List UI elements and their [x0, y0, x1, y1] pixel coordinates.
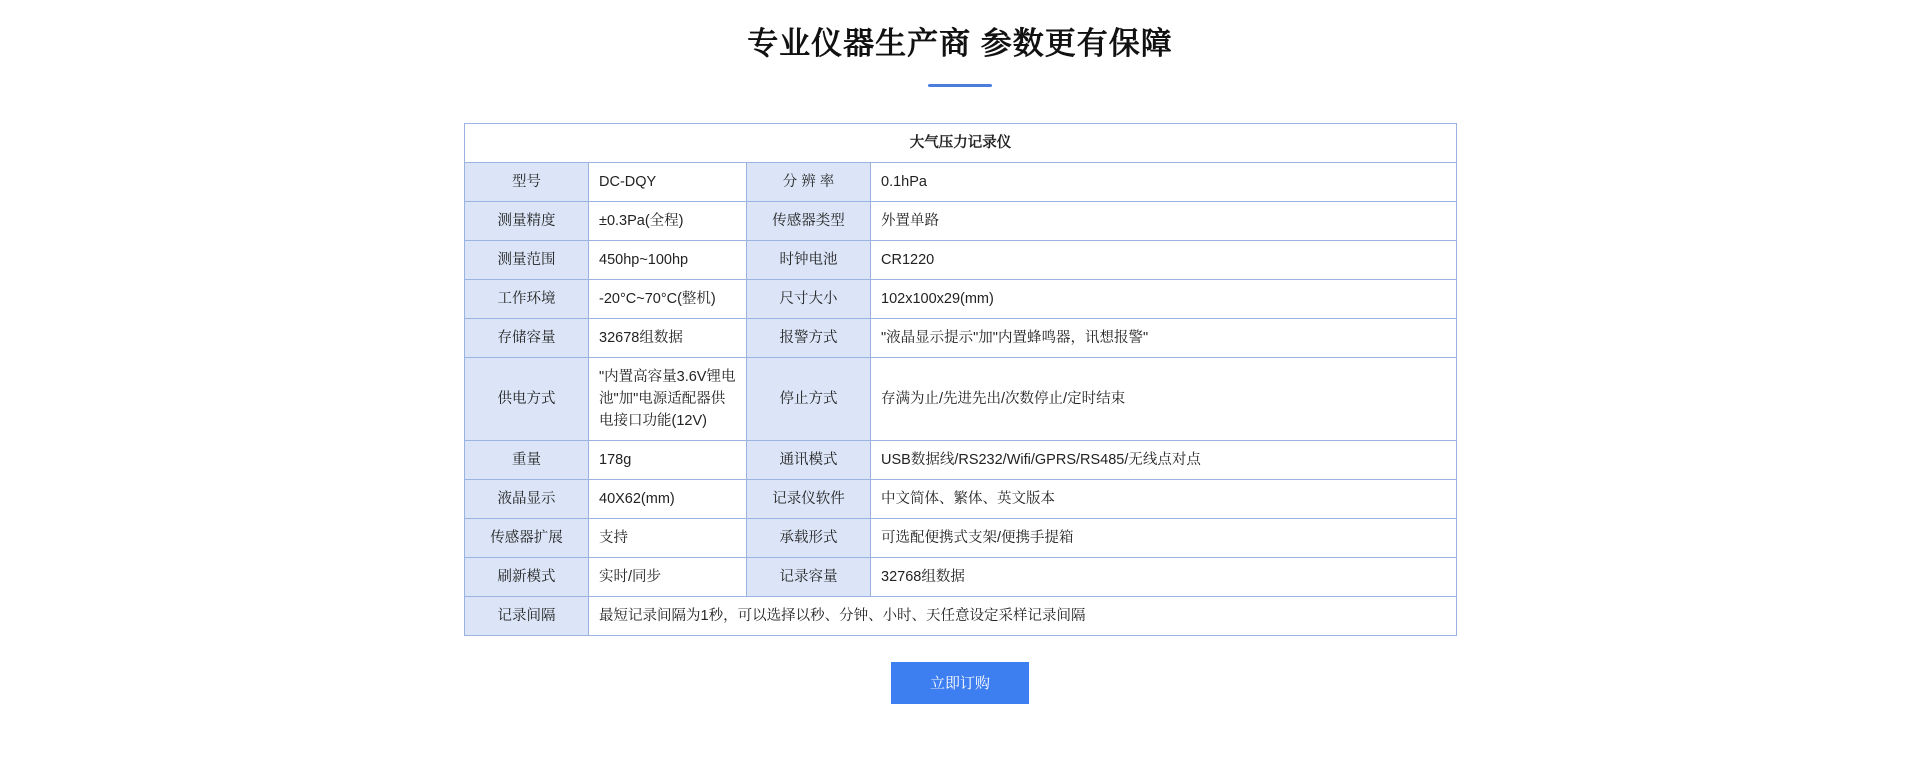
- specification-table: [464, 123, 1457, 636]
- row-label-environment: 工作环境: [465, 280, 589, 319]
- row-label-accuracy: 测量精度: [465, 202, 589, 241]
- row-label-clock-battery: 时钟电池: [747, 241, 871, 280]
- title-underline: [928, 84, 992, 87]
- row-value-software: 中文简体、繁体、英文版本: [871, 480, 1457, 519]
- table-title-row: [465, 124, 1457, 163]
- table-row: [465, 519, 1457, 558]
- page-title: 专业仪器生产商 参数更有保障: [747, 26, 1173, 61]
- row-label-resolution: 分 辨 率: [747, 163, 871, 202]
- row-label-weight: 重量: [465, 441, 589, 480]
- row-value-sensor-expansion: 支持: [589, 519, 747, 558]
- row-value-clock-battery: CR1220: [871, 241, 1457, 280]
- order-now-button[interactable]: 立即订购: [891, 662, 1029, 704]
- row-label-record-capacity: 记录容量: [747, 558, 871, 597]
- row-value-power: "内置高容量3.6V锂电池"加"电源适配器供电接口功能(12V): [589, 358, 747, 441]
- row-value-carrier-form: 可选配便携式支架/便携手提箱: [871, 519, 1457, 558]
- table-row: [465, 441, 1457, 480]
- row-value-stop-mode: 存满为止/先进先出/次数停止/定时结束: [871, 358, 1457, 441]
- row-value-refresh-mode: 实时/同步: [589, 558, 747, 597]
- table-row: [465, 163, 1457, 202]
- spec-table-wrapper: [464, 123, 1456, 636]
- row-label-software: 记录仪软件: [747, 480, 871, 519]
- table-row: [465, 202, 1457, 241]
- row-value-sensor-type: 外置单路: [871, 202, 1457, 241]
- row-value-record-capacity: 32768组数据: [871, 558, 1457, 597]
- row-value-range: 450hp~100hp: [589, 241, 747, 280]
- row-label-refresh-mode: 刷新模式: [465, 558, 589, 597]
- row-value-storage: 32678组数据: [589, 319, 747, 358]
- row-label-record-interval: 记录间隔: [465, 597, 589, 636]
- page-header: [0, 0, 1920, 87]
- table-row: [465, 319, 1457, 358]
- row-label-sensor-type: 传感器类型: [747, 202, 871, 241]
- row-value-accuracy: ±0.3Pa(全程): [589, 202, 747, 241]
- row-label-carrier-form: 承载形式: [747, 519, 871, 558]
- table-row: [465, 358, 1457, 441]
- row-value-model: DC-DQY: [589, 163, 747, 202]
- row-label-range: 测量范围: [465, 241, 589, 280]
- row-label-model: 型号: [465, 163, 589, 202]
- row-label-storage: 存储容量: [465, 319, 589, 358]
- table-row: [465, 241, 1457, 280]
- row-value-weight: 178g: [589, 441, 747, 480]
- row-label-stop-mode: 停止方式: [747, 358, 871, 441]
- row-value-environment: -20°C~70°C(整机): [589, 280, 747, 319]
- row-value-resolution: 0.1hPa: [871, 163, 1457, 202]
- row-value-lcd: 40X62(mm): [589, 480, 747, 519]
- table-row: [465, 480, 1457, 519]
- row-label-dimensions: 尺寸大小: [747, 280, 871, 319]
- row-value-alarm: "液晶显示提示"加"内置蜂鸣器，讯想报警": [871, 319, 1457, 358]
- row-value-record-interval: 最短记录间隔为1秒，可以选择以秒、分钟、小时、天任意设定采样记录间隔: [589, 597, 1457, 636]
- row-label-sensor-expansion: 传感器扩展: [465, 519, 589, 558]
- order-area: [0, 662, 1920, 704]
- table-row: [465, 597, 1457, 636]
- row-label-lcd: 液晶显示: [465, 480, 589, 519]
- table-title: 大气压力记录仪: [465, 124, 1457, 163]
- row-value-dimensions: 102x100x29(mm): [871, 280, 1457, 319]
- table-row: [465, 280, 1457, 319]
- row-label-communication: 通讯模式: [747, 441, 871, 480]
- table-row: [465, 558, 1457, 597]
- row-label-power: 供电方式: [465, 358, 589, 441]
- row-value-communication: USB数据线/RS232/Wifi/GPRS/RS485/无线点对点: [871, 441, 1457, 480]
- row-label-alarm: 报警方式: [747, 319, 871, 358]
